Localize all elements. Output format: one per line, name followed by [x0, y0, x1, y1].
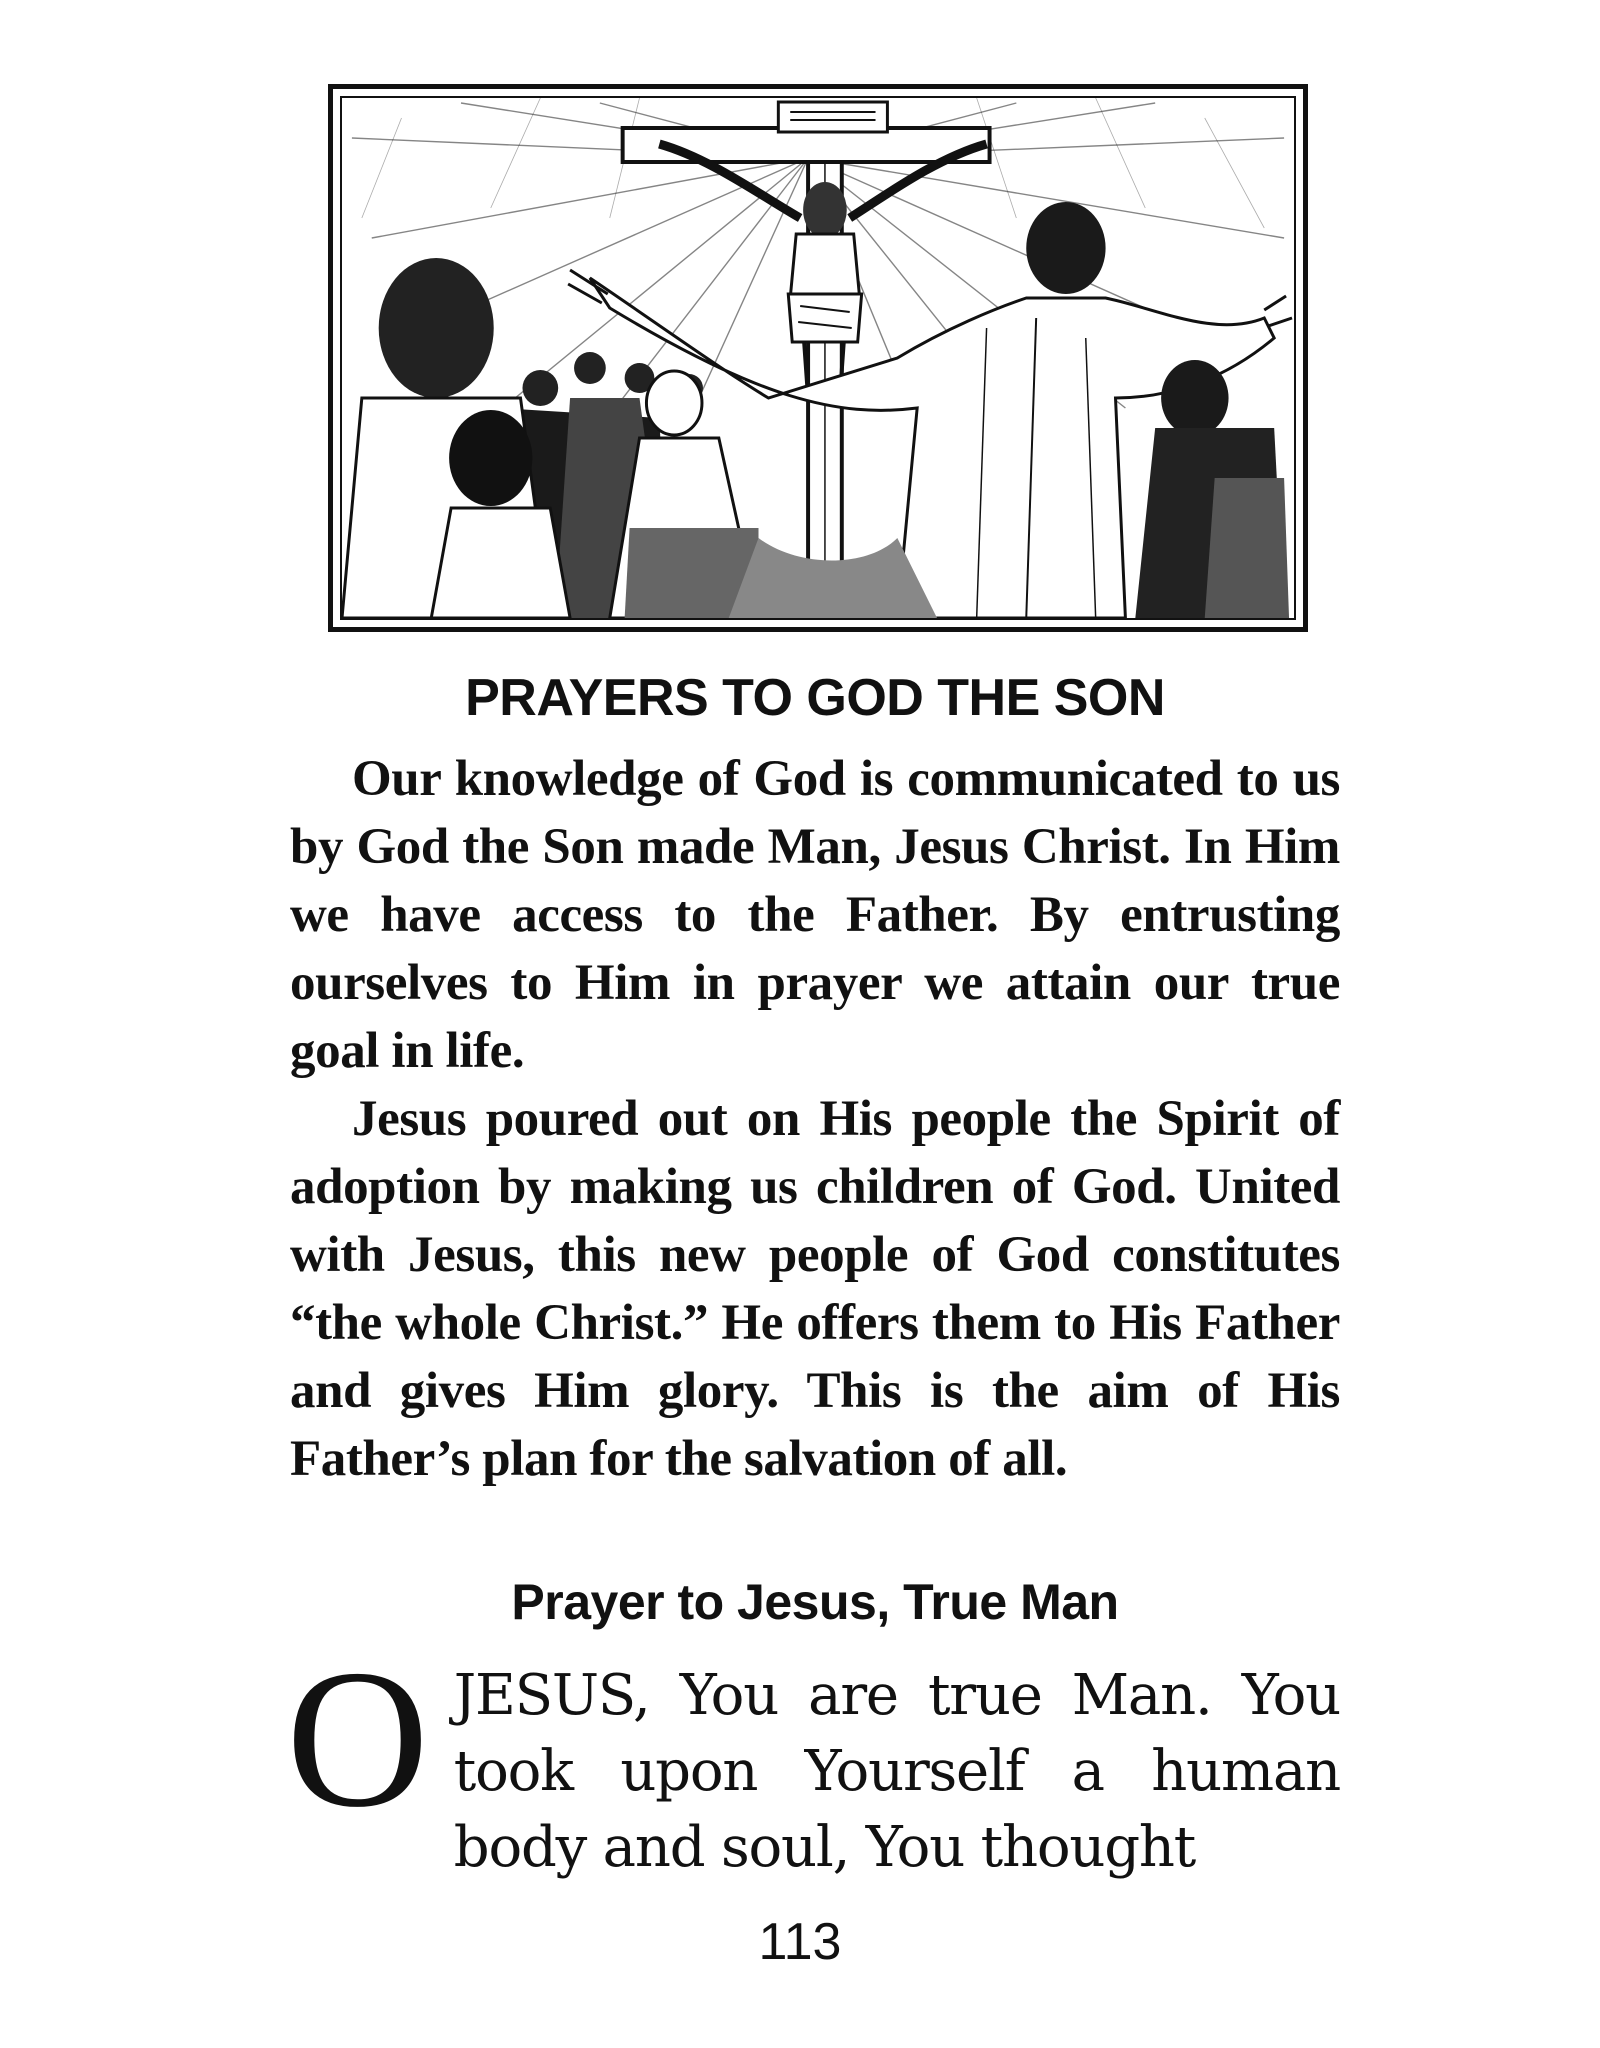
page-number: 113 — [758, 1913, 842, 1971]
crucifixion-illustration — [328, 84, 1308, 632]
prayer-title: Prayer to Jesus, True Man — [511, 1574, 1119, 1630]
adoption-paragraph: Jesus poured out on His people the Spirit of adoption by making us children of God. United with Jesus, this new people of God constitutes “the whole Christ.” He offers them to His Father and gives Him glory. This is the aim of His Father’s plan for the salvation of all. — [290, 1091, 1340, 1487]
drop-cap: O — [286, 1629, 428, 1848]
crucifixion-drawing — [342, 98, 1294, 618]
intro-paragraph: Our knowledge of God is communicated to us by God the Son made Man, Jesus Christ. In Him we have access to the Father. By entrusting ourselves to Him in prayer we attain our true goal in life. — [290, 751, 1340, 1079]
section-title: PRAYERS TO GOD THE SON — [465, 669, 1165, 727]
prayer-body: JESUS, You are true Man. You took upon Yourself a human body and soul, You thought — [453, 1663, 1340, 1880]
prayer-text — [286, 1629, 1340, 1886]
